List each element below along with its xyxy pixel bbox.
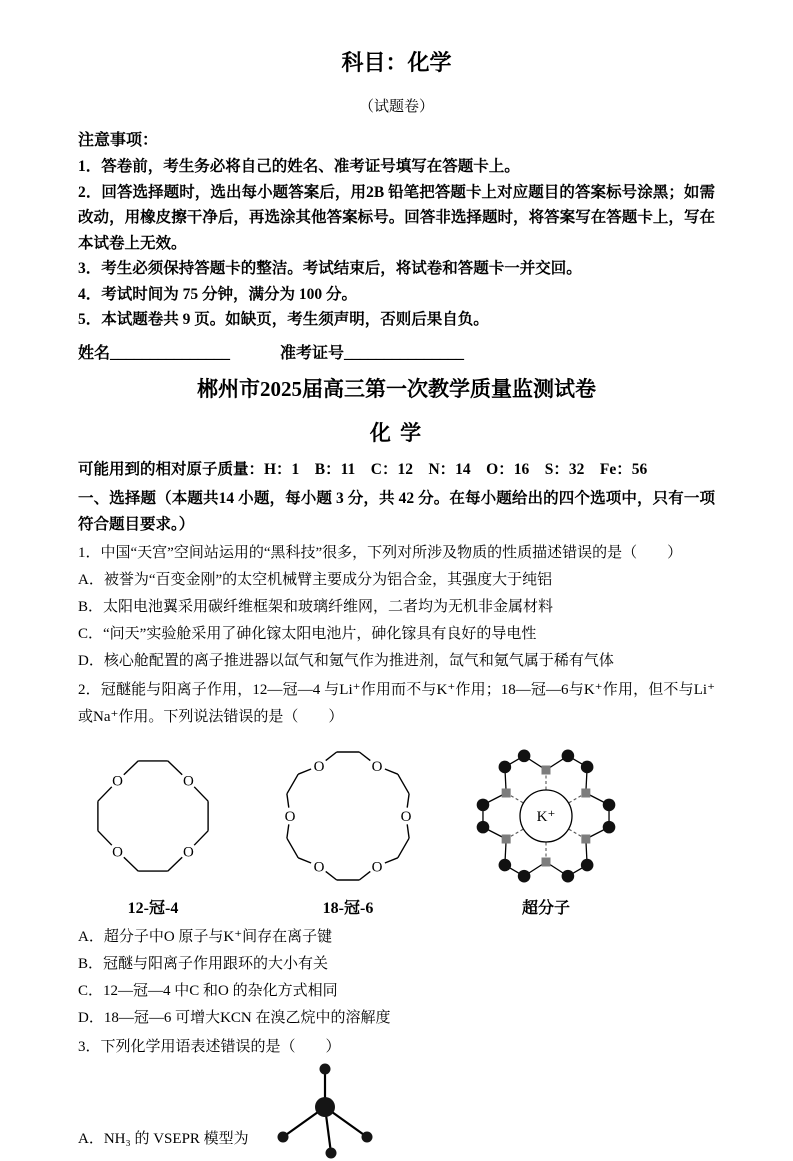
svg-text:O: O [284,808,296,825]
figure-supramolecule [468,741,624,918]
question-2-option-c: C．12—冠—4 中C 和O 的杂化方式相同 [78,982,338,999]
page-title: 科目：化学 [341,50,452,75]
question-2-figures [78,741,715,918]
svg-text:O: O [182,844,194,860]
figure-12-crown-4 [78,741,228,918]
question-3-option-a [78,1061,715,1157]
exam-no-blank-field: _______________ [344,344,465,362]
exam-subject-title: 化 学 [369,420,424,445]
svg-text:O: O [313,758,325,775]
question-3-option-a-text: A．NH₃ 的 VSEPR 模型为 [78,1130,249,1147]
notice-item-5: 5．本试题卷共 9 页。如缺页，考生须声明，否则后果自负。 [78,311,489,328]
name-blank-field: _______________ [110,344,231,362]
question-1-option-c: C．“问天”实验舱采用了砷化镓太阳电池片，砷化镓具有良好的导电性 [78,625,537,642]
question-1 [78,540,715,675]
svg-text:K⁺: K⁺ [536,808,556,825]
notice-item-1: 1．答卷前，考生务必将自己的姓名、准考证号填写在答题卡上。 [78,158,520,175]
question-2-option-b: B．冠醚与阳离子作用跟环的大小有关 [78,955,329,972]
svg-text:O: O [182,773,194,790]
svg-text:O: O [112,844,124,860]
exam-no-label: 准考证号 [280,344,345,362]
figure-label-18-crown-6: 18-冠-6 [322,899,374,917]
notices-section [78,128,715,333]
question-2-option-a: A．超分子中O 原子与K⁺间存在离子键 [78,928,333,945]
18-crown-6-structure-image [264,741,432,891]
vsepr-model-image [263,1061,387,1161]
notice-item-4: 4．考试时间为 75 分钟，满分为 100 分。 [78,285,358,303]
notices-title: 注意事项： [78,132,159,149]
question-1-option-b: B．太阳电池翼采用碳纤维框架和玻璃纤维网，二者均为无机非金属材料 [78,598,554,615]
figure-label-12-crown-4: 12-冠-4 [127,899,179,917]
svg-text:O: O [313,858,325,875]
signature-line [78,340,715,363]
question-2-stem: 2．冠醚能与阳离子作用，12—冠—4 与Li⁺作用而不与K⁺作用；18—冠—6与K⁺作用，但不与Li⁺或Na⁺作用。下列说法错误的是（ ） [78,681,715,725]
question-3 [78,1034,715,1157]
paper-type-label: （试题卷） [358,99,434,115]
svg-text:O: O [400,808,412,825]
notice-item-3: 3．考生必须保持答题卡的整洁。考试结束后，将试卷和答题卡一并交回。 [78,260,582,277]
atomic-masses-line: 可能用到的相对原子质量：H：1 B：11 C：12 N：14 O：16 S：32 Fe：56 [78,460,648,478]
supramolecule-structure-image [468,741,624,891]
name-label: 姓名 [78,344,111,362]
svg-text:O: O [371,758,383,775]
question-3-stem: 3．下列化学用语表述错误的是（ ） [78,1038,341,1055]
question-1-option-d: D．核心舱配置的离子推进器以氙气和氪气作为推进剂，氙气和氪气属于稀有气体 [78,652,614,669]
question-1-stem: 1．中国“天宫”空间站运用的“黑科技”很多，下列对所涉及物质的性质描述错误的是（ ） [78,544,683,561]
question-1-option-a: A．被誉为“百变金刚”的太空机械臂主要成分为铝合金，其强度大于纯铝 [78,571,553,588]
figure-18-crown-6 [264,741,432,918]
exam-title: 郴州市2025届高三第一次教学质量监测试卷 [197,376,596,401]
figure-label-supramolecule: 超分子 [521,899,570,917]
section-one-header: 一、选择题（本题共14 小题，每小题 3 分，共 42 分。在每小题给出的四个选项中，只有一项符合题目要求。） [78,489,715,533]
svg-text:O: O [112,773,124,790]
question-2 [78,677,715,1032]
12-crown-4-structure-image [78,741,228,891]
question-2-option-d: D．18—冠—6 可增大KCN 在溴乙烷中的溶解度 [78,1009,391,1026]
notice-item-2: 2．回答选择题时，选出每小题答案后，用2B 铅笔把答题卡上对应题目的答案标号涂黑；如需改动，用橡皮擦干净后，再选涂其他答案标号。回答非选择题时，将答案写在答题卡上，写在本试卷上无效。 [78,183,715,252]
svg-text:O: O [371,858,383,875]
